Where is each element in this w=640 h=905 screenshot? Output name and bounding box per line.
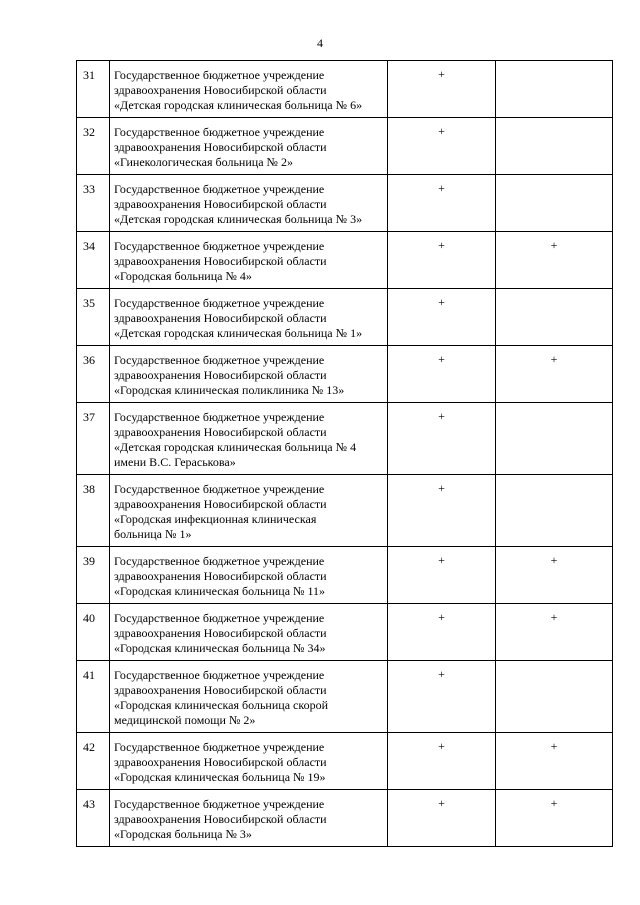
institution-name-line: здравоохранения Новосибирской области (114, 755, 327, 769)
institution-name-cell (110, 733, 388, 790)
institution-name-line: «Гинекологическая больница № 2» (114, 155, 293, 169)
row-number: 32 (77, 118, 110, 175)
table-row (77, 733, 613, 790)
mark-column-2 (496, 289, 613, 346)
institution-name-line: здравоохранения Новосибирской области (114, 368, 327, 382)
institution-name-line: «Городская клиническая больница № 11» (114, 584, 326, 598)
institution-name-line: Государственное бюджетное учреждение (114, 554, 325, 568)
row-number: 35 (77, 289, 110, 346)
institution-name-line: здравоохранения Новосибирской области (114, 626, 327, 640)
mark-column-2: + (496, 604, 613, 661)
institution-name-line: Государственное бюджетное учреждение (114, 182, 325, 196)
institution-name-line: здравоохранения Новосибирской области (114, 254, 327, 268)
page-number: 4 (317, 36, 323, 50)
institution-name-line: имени В.С. Гераськова» (114, 455, 236, 469)
institution-name-line: здравоохранения Новосибирской области (114, 197, 327, 211)
institution-name-line: «Городская инфекционная клиническая (114, 512, 317, 526)
institution-name-cell (110, 547, 388, 604)
table-body (77, 61, 613, 847)
institution-name-line: Государственное бюджетное учреждение (114, 611, 325, 625)
mark-column-1: + (388, 790, 496, 847)
institution-name-line: Государственное бюджетное учреждение (114, 797, 325, 811)
institution-name-line: «Городская клиническая больница скорой (114, 698, 328, 712)
institution-name-line: Государственное бюджетное учреждение (114, 482, 325, 496)
institution-name-line: здравоохранения Новосибирской области (114, 140, 327, 154)
institution-name-line: «Детская городская клиническая больница № 1» (114, 326, 363, 340)
institution-name-cell (110, 118, 388, 175)
institution-name-line: «Городская больница № 4» (114, 269, 252, 283)
mark-column-2 (496, 118, 613, 175)
row-number: 31 (77, 61, 110, 118)
table-row (77, 289, 613, 346)
row-number: 33 (77, 175, 110, 232)
table-row (77, 232, 613, 289)
mark-column-1: + (388, 733, 496, 790)
institution-name-cell (110, 289, 388, 346)
institution-name-line: «Городская клиническая больница № 34» (114, 641, 326, 655)
row-number: 41 (77, 661, 110, 733)
mark-column-2: + (496, 547, 613, 604)
mark-column-1: + (388, 61, 496, 118)
mark-column-1: + (388, 475, 496, 547)
institution-name-cell (110, 346, 388, 403)
row-number: 37 (77, 403, 110, 475)
institution-name-line: здравоохранения Новосибирской области (114, 311, 327, 325)
institution-name-cell (110, 604, 388, 661)
institution-name-line: «Городская клиническая больница № 19» (114, 770, 326, 784)
row-number: 38 (77, 475, 110, 547)
institution-name-line: здравоохранения Новосибирской области (114, 569, 327, 583)
institution-name-line: Государственное бюджетное учреждение (114, 125, 325, 139)
institution-name-line: здравоохранения Новосибирской области (114, 425, 327, 439)
table-row (77, 175, 613, 232)
table-row (77, 604, 613, 661)
row-number: 39 (77, 547, 110, 604)
mark-column-1: + (388, 232, 496, 289)
mark-column-1: + (388, 175, 496, 232)
institution-name-line: Государственное бюджетное учреждение (114, 668, 325, 682)
institution-name-line: Государственное бюджетное учреждение (114, 410, 325, 424)
table-row (77, 61, 613, 118)
institution-name-line: Государственное бюджетное учреждение (114, 740, 325, 754)
mark-column-2: + (496, 232, 613, 289)
row-number: 34 (77, 232, 110, 289)
table-row (77, 547, 613, 604)
institution-name-cell (110, 61, 388, 118)
institution-name-cell (110, 403, 388, 475)
mark-column-2 (496, 661, 613, 733)
institution-name-line: медицинской помощи № 2» (114, 713, 256, 727)
table-row (77, 790, 613, 847)
institution-name-cell (110, 175, 388, 232)
mark-column-2: + (496, 346, 613, 403)
mark-column-1: + (388, 289, 496, 346)
table-row (77, 403, 613, 475)
mark-column-1: + (388, 403, 496, 475)
institution-name-line: Государственное бюджетное учреждение (114, 68, 325, 82)
mark-column-2 (496, 61, 613, 118)
mark-column-1: + (388, 118, 496, 175)
table-row (77, 475, 613, 547)
institution-name-line: «Детская городская клиническая больница № 3» (114, 212, 363, 226)
institution-name-line: здравоохранения Новосибирской области (114, 83, 327, 97)
mark-column-1: + (388, 346, 496, 403)
row-number: 43 (77, 790, 110, 847)
institution-name-line: Государственное бюджетное учреждение (114, 239, 325, 253)
mark-column-1: + (388, 604, 496, 661)
institution-name-line: Государственное бюджетное учреждение (114, 353, 325, 367)
institution-name-line: здравоохранения Новосибирской области (114, 497, 327, 511)
mark-column-2 (496, 475, 613, 547)
institution-name-cell (110, 232, 388, 289)
mark-column-1: + (388, 547, 496, 604)
table-row (77, 118, 613, 175)
institution-name-line: «Городская больница № 3» (114, 827, 252, 841)
mark-column-2: + (496, 790, 613, 847)
institution-name-line: здравоохранения Новосибирской области (114, 812, 327, 826)
institution-name-cell (110, 661, 388, 733)
mark-column-2: + (496, 733, 613, 790)
institution-name-line: Государственное бюджетное учреждение (114, 296, 325, 310)
institution-name-cell (110, 475, 388, 547)
table-row (77, 661, 613, 733)
institution-name-line: больница № 1» (114, 527, 192, 541)
row-number: 36 (77, 346, 110, 403)
institution-name-line: здравоохранения Новосибирской области (114, 683, 327, 697)
institution-name-cell (110, 790, 388, 847)
institution-name-line: «Детская городская клиническая больница № 4 (114, 440, 357, 454)
institutions-table (76, 60, 613, 847)
institution-name-line: «Детская городская клиническая больница № 6» (114, 98, 363, 112)
mark-column-1: + (388, 661, 496, 733)
mark-column-2 (496, 403, 613, 475)
institution-name-line: «Городская клиническая поликлиника № 13» (114, 383, 345, 397)
row-number: 40 (77, 604, 110, 661)
table-row (77, 346, 613, 403)
row-number: 42 (77, 733, 110, 790)
mark-column-2 (496, 175, 613, 232)
